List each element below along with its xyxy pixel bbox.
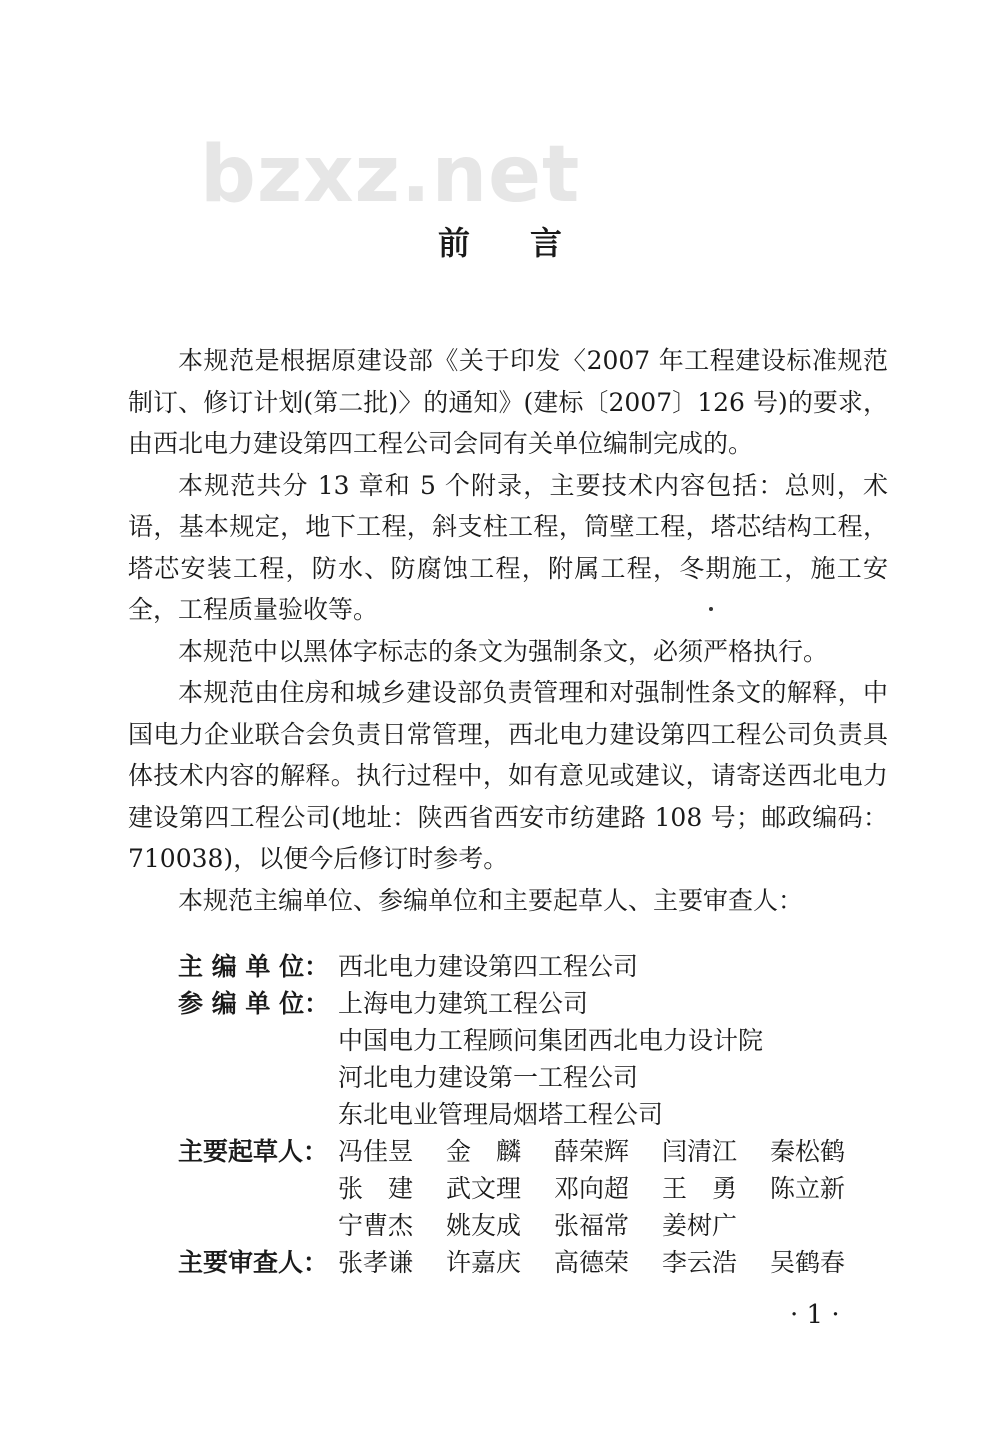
- reviewer-name: 吴鹤春: [770, 1248, 846, 1277]
- drafter-name: 武文理: [446, 1174, 522, 1203]
- paragraph-4: 本规范由住房和城乡建设部负责管理和对强制性条文的解释，中国电力企业联合会负责日常管理，西北电力建设第四工程公司负责具体技术内容的解释。执行过程中，如有意见或建议，请寄送西北电力建设第四工程公司(地址：陕西省西安市纺建路 108 号；邮政编码：710038)，以便今后修订时参考。: [128, 678, 888, 873]
- drafter-name: 姚友成: [446, 1211, 522, 1240]
- drafters-row: [178, 1207, 878, 1244]
- organizations-list: [178, 948, 878, 1281]
- reviewers-label: 主要审查人：: [178, 1248, 329, 1277]
- reviewers-row: [178, 1244, 878, 1281]
- participant-value: 上海电力建筑工程公司: [338, 989, 589, 1018]
- paragraph-1: 本规范是根据原建设部《关于印发〈2007 年工程建设标准规范制订、修订计划(第二批)〉的通知》(建标〔2007〕126 号)的要求，由西北电力建设第四工程公司会同有关单位编制完成的。: [128, 346, 888, 458]
- page-number: · 1 ·: [790, 1300, 840, 1330]
- participant-row: [178, 1059, 878, 1096]
- paragraph-2: 本规范共分 13 章和 5 个附录，主要技术内容包括：总则，术语，基本规定，地下工程，斜支柱工程，筒壁工程，塔芯结构工程，塔芯安装工程，防水、防腐蚀工程，附属工程，冬期施工，施工安全，工程质量验收等。: [128, 470, 888, 624]
- paragraph-5: 本规范主编单位、参编单位和主要起草人、主要审查人：: [178, 885, 804, 915]
- page-title: 前言: [437, 224, 622, 262]
- reviewer-name: 许嘉庆: [446, 1248, 522, 1277]
- drafter-name: 闫清江: [662, 1137, 738, 1166]
- reviewer-name: 高德荣: [554, 1248, 630, 1277]
- preface-body: [128, 340, 888, 921]
- drafters-row: [178, 1170, 878, 1207]
- participant-row: [178, 985, 878, 1022]
- drafter-name: 薛荣辉: [554, 1137, 630, 1166]
- participant-value: 东北电业管理局烟塔工程公司: [338, 1100, 664, 1129]
- participant-value: 中国电力工程顾问集团西北电力设计院: [338, 1026, 764, 1055]
- drafter-name: 冯佳昱: [338, 1137, 414, 1166]
- participants-label: 参 编 单 位：: [178, 989, 330, 1018]
- drafters-row: [178, 1133, 878, 1170]
- drafters-label: 主要起草人：: [178, 1137, 329, 1166]
- drafter-name: 张 建: [338, 1174, 414, 1203]
- drafter-name: 王 勇: [662, 1174, 738, 1203]
- stray-dot: [709, 607, 713, 611]
- chief-editor-value: 西北电力建设第四工程公司: [338, 952, 639, 981]
- drafter-name: 姜树广: [662, 1211, 738, 1240]
- participant-row: [178, 1096, 878, 1133]
- drafter-name: 金 麟: [446, 1137, 522, 1166]
- chief-editor-label: 主 编 单 位：: [178, 952, 330, 981]
- drafter-name: 邓向超: [554, 1174, 630, 1203]
- drafter-name: 宁曹杰: [338, 1211, 414, 1240]
- reviewer-name: 李云浩: [662, 1248, 738, 1277]
- reviewer-name: 张孝谦: [338, 1248, 414, 1277]
- drafter-name: 张福常: [554, 1211, 630, 1240]
- participant-value: 河北电力建设第一工程公司: [338, 1063, 639, 1092]
- participant-row: [178, 1022, 878, 1059]
- drafter-name: 陈立新: [770, 1174, 846, 1203]
- watermark: bzxz.net: [200, 130, 581, 220]
- chief-editor-row: [178, 948, 878, 985]
- drafter-name: 秦松鹤: [770, 1137, 846, 1166]
- paragraph-3: 本规范中以黑体字标志的条文为强制条文，必须严格执行。: [178, 636, 829, 666]
